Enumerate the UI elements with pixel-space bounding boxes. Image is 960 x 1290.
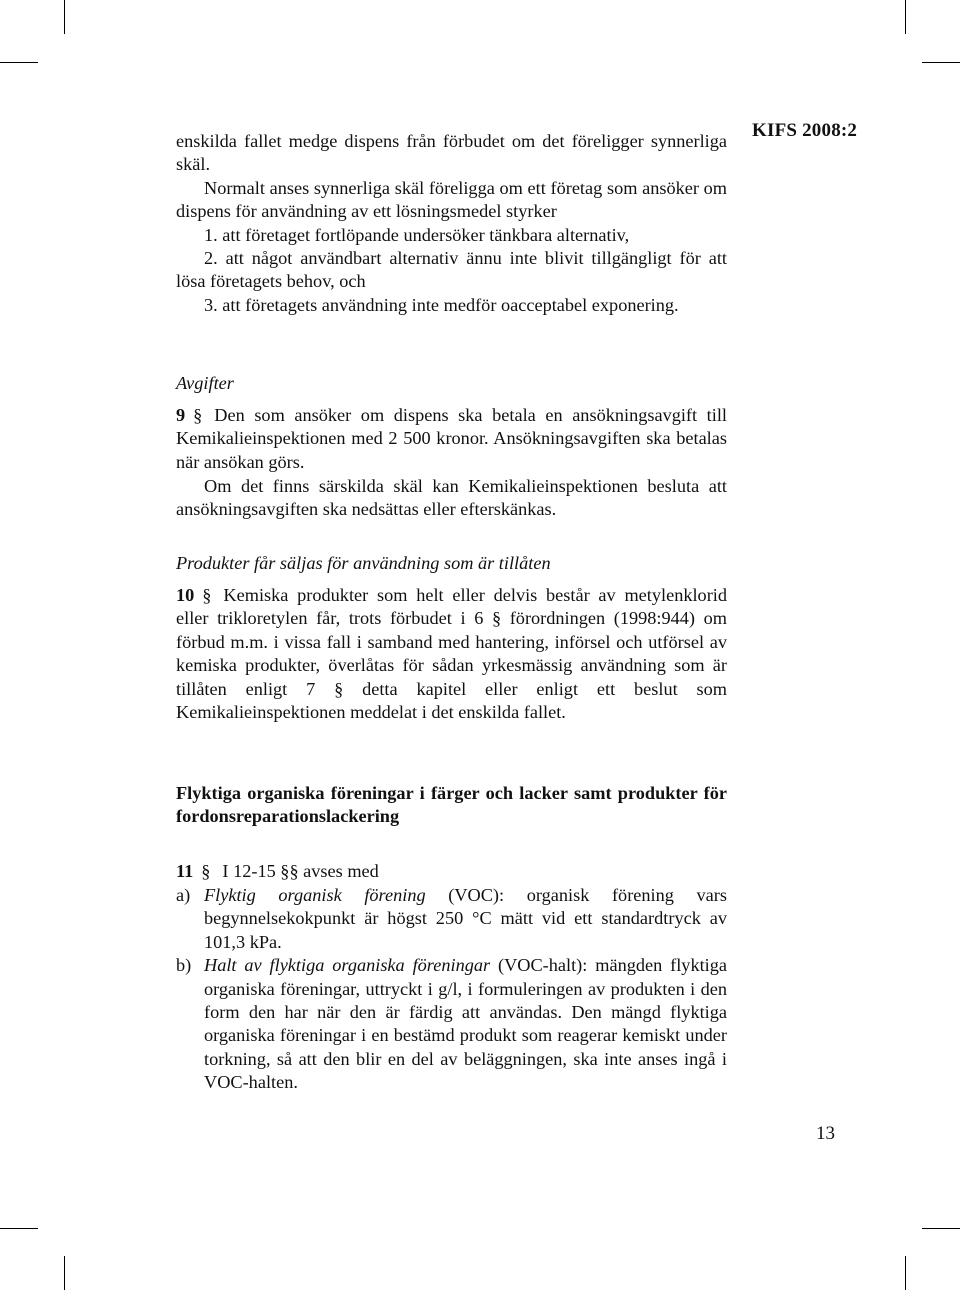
section-sign: §	[201, 861, 211, 881]
crop-mark	[922, 62, 960, 63]
definition-label: b)	[176, 955, 192, 976]
intro-paragraph: Normalt anses synnerliga skäl föreligga om ett företag som ansöker om dispens för användning av ett lösningsmedel styrker	[176, 177, 727, 222]
intro-block	[176, 130, 727, 317]
crop-mark	[905, 1256, 906, 1290]
section-paragraph	[176, 404, 727, 474]
definition-text: (VOC): organisk förening vars begynnelsekokpunkt är högst 250 °C mätt vid ett standardtryck av 101,3 kPa.	[204, 885, 727, 952]
section-paragraph	[176, 584, 727, 724]
section-number: 10	[176, 585, 195, 605]
section-paragraph	[176, 860, 727, 883]
crop-mark	[922, 1228, 960, 1229]
section-heading: Avgifter	[176, 373, 234, 393]
section-text: I 12-15 §§ avses med	[222, 861, 379, 881]
list-item: 2. att något användbart alternativ ännu inte blivit tillgängligt för att lösa företagets behov, och	[176, 248, 727, 292]
definition-label: a)	[176, 885, 191, 905]
section-text: Kemiska produkter som helt eller delvis består av metylenklorid eller trikloretylen får, trots förbudet i 6 § förordningen (1998:944) om förbud m.m. i vissa fall i samband med hantering, införsel och utförsel av kemiska produkter, överlåtas för sådan yrkesmässig användning som är tillåten enligt 7 § detta kapitel eller enligt ett beslut som Kemikalieinspektionen meddelat i det enskilda fallet.	[176, 585, 727, 723]
definition-text: (VOC-halt): mängden flyktiga organiska föreningar, uttryckt i g/l, i formuleringen av produkten i den form den har när den är färdig att användas. Den mängd flyktiga organiska föreningar i en bestämd produkt som reagerar kemiskt under torkning, så att den blir en del av beläggningen, ska inte anses ingå i VOC-halten.	[204, 955, 727, 1093]
crop-mark	[905, 0, 906, 34]
page-number: 13	[816, 1123, 835, 1144]
intro-paragraph: enskilda fallet medge dispens från förbudet om det föreligger synnerliga skäl.	[176, 131, 727, 175]
section-number: 9	[176, 405, 186, 425]
crop-mark	[0, 62, 38, 63]
crop-mark	[64, 0, 65, 34]
section-sign: §	[202, 585, 212, 605]
definition-item	[176, 884, 727, 954]
section-heading: Flyktiga organiska föreningar i färger och lacker samt produkter för fordonsreparationslackering	[176, 783, 727, 827]
section-text: Den som ansöker om dispens ska betala en ansökningsavgift till Kemikalieinspektionen med 2 500 kronor. Ansökningsavgiften ska betalas när ansökan görs.	[176, 405, 727, 472]
definition-term: Halt av flyktiga organiska föreningar	[204, 955, 491, 976]
definition-list	[176, 884, 727, 1095]
list-item: 3. att företagets användning inte medför oacceptabel exponering.	[204, 294, 679, 315]
list-item: 1. att företaget fortlöpande undersöker tänkbara alternativ,	[204, 224, 630, 245]
document-code: KIFS 2008:2	[752, 120, 858, 141]
section-number: 11	[176, 861, 194, 881]
definition-term: Flyktig organisk förening	[204, 885, 426, 905]
definition-item	[176, 954, 727, 1094]
crop-mark	[0, 1228, 38, 1229]
crop-mark	[64, 1256, 65, 1290]
section-sign: §	[193, 405, 203, 425]
section-paragraph: Om det finns särskilda skäl kan Kemikalieinspektionen besluta att ansökningsavgiften ska nedsättas eller efterskänkas.	[176, 476, 727, 520]
section-heading: Produkter får säljas för användning som är tillåten	[176, 553, 551, 573]
